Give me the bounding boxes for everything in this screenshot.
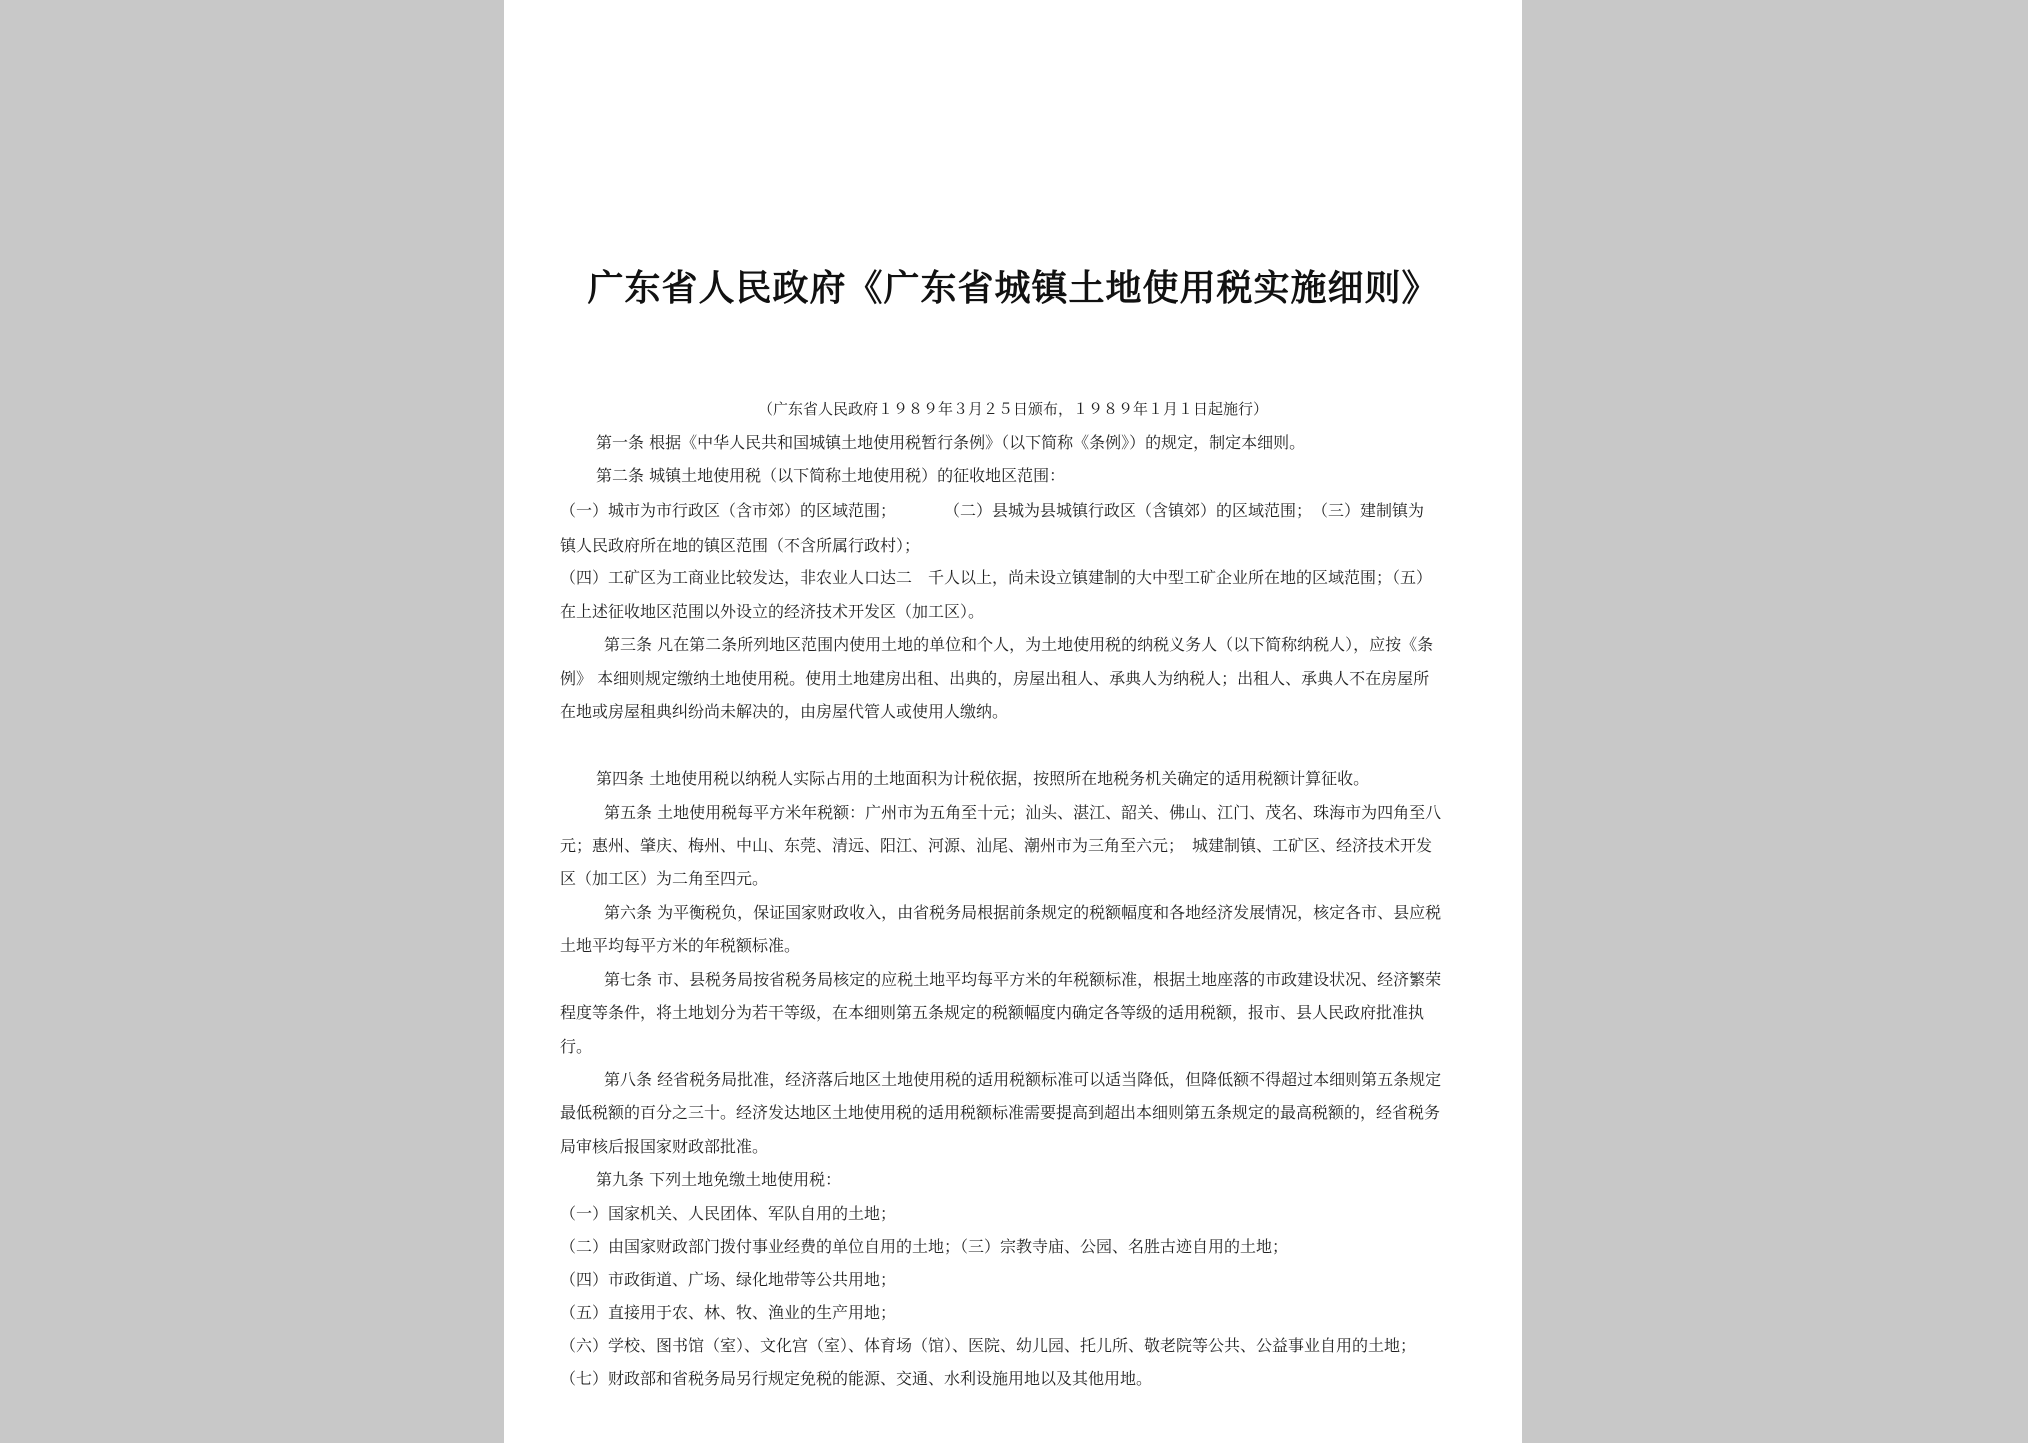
article-line: 第五条 土地使用税每平方米年税额：广州市为五角至十元；汕头、湛江、韶关、佛山、江门、茂名、珠海市为四角至八	[604, 803, 1442, 822]
article-line: 最低税额的百分之三十。经济发达地区土地使用税的适用税额标准需要提高到超出本细则第五条规定的最高税额的，经省税务	[560, 1103, 1441, 1122]
article-line: （一）国家机关、人民团体、军队自用的土地；	[560, 1204, 897, 1223]
document-date-line: （广东省人民政府１９８９年３月２５日颁布，１９８９年１月１日起施行）	[757, 400, 1268, 418]
article-line: 土地平均每平方米的年税额标准。	[560, 936, 801, 955]
document-page	[504, 0, 1522, 1443]
article-line: 在地或房屋租典纠纷尚未解决的，由房屋代管人或使用人缴纳。	[560, 702, 1009, 721]
article-line: 镇人民政府所在地的镇区范围（不含所属行政村）；	[560, 536, 921, 555]
article-line: 程度等条件，将土地划分为若干等级，在本细则第五条规定的税额幅度内确定各等级的适用税额，报市、县人民政府批准执	[560, 1003, 1425, 1022]
article-line: 局审核后报国家财政部批准。	[560, 1137, 769, 1156]
document-title: 广东省人民政府《广东省城镇土地使用税实施细则》	[587, 267, 1439, 309]
article-line: 第二条 城镇土地使用税（以下简称土地使用税）的征收地区范围：	[596, 466, 1066, 485]
article-line: 行。	[560, 1037, 593, 1056]
article-line: （二）由国家财政部门拨付事业经费的单位自用的土地；（三）宗教寺庙、公园、名胜古迹自用的土地；	[560, 1237, 1289, 1256]
article-line: 在上述征收地区范围以外设立的经济技术开发区（加工区）。	[560, 602, 985, 621]
article-line: （七）财政部和省税务局另行规定免税的能源、交通、水利设施用地以及其他用地。	[560, 1369, 1153, 1388]
article-line: （五）直接用于农、林、牧、渔业的生产用地；	[560, 1303, 897, 1322]
article-line: 例》 本细则规定缴纳土地使用税。使用土地建房出租、出典的，房屋出租人、承典人为纳税人；出租人、承典人不在房屋所	[560, 669, 1430, 688]
article-line: （四）工矿区为工商业比较发达，非农业人口达二 千人以上，尚未设立镇建制的大中型工矿企业所在地的区域范围；（五）	[560, 568, 1433, 587]
article-line: 第七条 市、县税务局按省税务局核定的应税土地平均每平方米的年税额标准，根据土地座落的市政建设状况、经济繁荣	[604, 970, 1442, 989]
article-line: （四）市政街道、广场、绿化地带等公共用地；	[560, 1270, 897, 1289]
article-line: 第一条 根据《中华人民共和国城镇土地使用税暂行条例》（以下简称《条例》）的规定，制定本细则。	[596, 433, 1306, 452]
article-line: （六）学校、图书馆（室）、文化宫（室）、体育场（馆）、医院、幼儿园、托儿所、敬老院等公共、公益事业自用的土地；	[560, 1336, 1417, 1355]
article-line: 第四条 土地使用税以纳税人实际占用的土地面积为计税依据，按照所在地税务机关确定的适用税额计算征收。	[596, 769, 1370, 788]
article-line: （一）城市为市行政区（含市郊）的区域范围； （二）县城为县城镇行政区（含镇郊）的区域范围； （三）建制镇为	[560, 501, 1425, 520]
article-line: 元；惠州、肇庆、梅州、中山、东莞、清远、阳江、河源、汕尾、潮州市为三角至六元； 城建制镇、工矿区、经济技术开发	[560, 836, 1433, 855]
article-line: 区（加工区）为二角至四元。	[560, 869, 769, 888]
article-line: 第九条 下列土地免缴土地使用税：	[596, 1170, 842, 1189]
article-line: 第三条 凡在第二条所列地区范围内使用土地的单位和个人，为土地使用税的纳税义务人（以下简称纳税人），应按《条	[604, 635, 1434, 654]
article-line: 第八条 经省税务局批准，经济落后地区土地使用税的适用税额标准可以适当降低，但降低额不得超过本细则第五条规定	[604, 1070, 1442, 1089]
article-line: 第六条 为平衡税负，保证国家财政收入，由省税务局根据前条规定的税额幅度和各地经济发展情况，核定各市、县应税	[604, 903, 1442, 922]
